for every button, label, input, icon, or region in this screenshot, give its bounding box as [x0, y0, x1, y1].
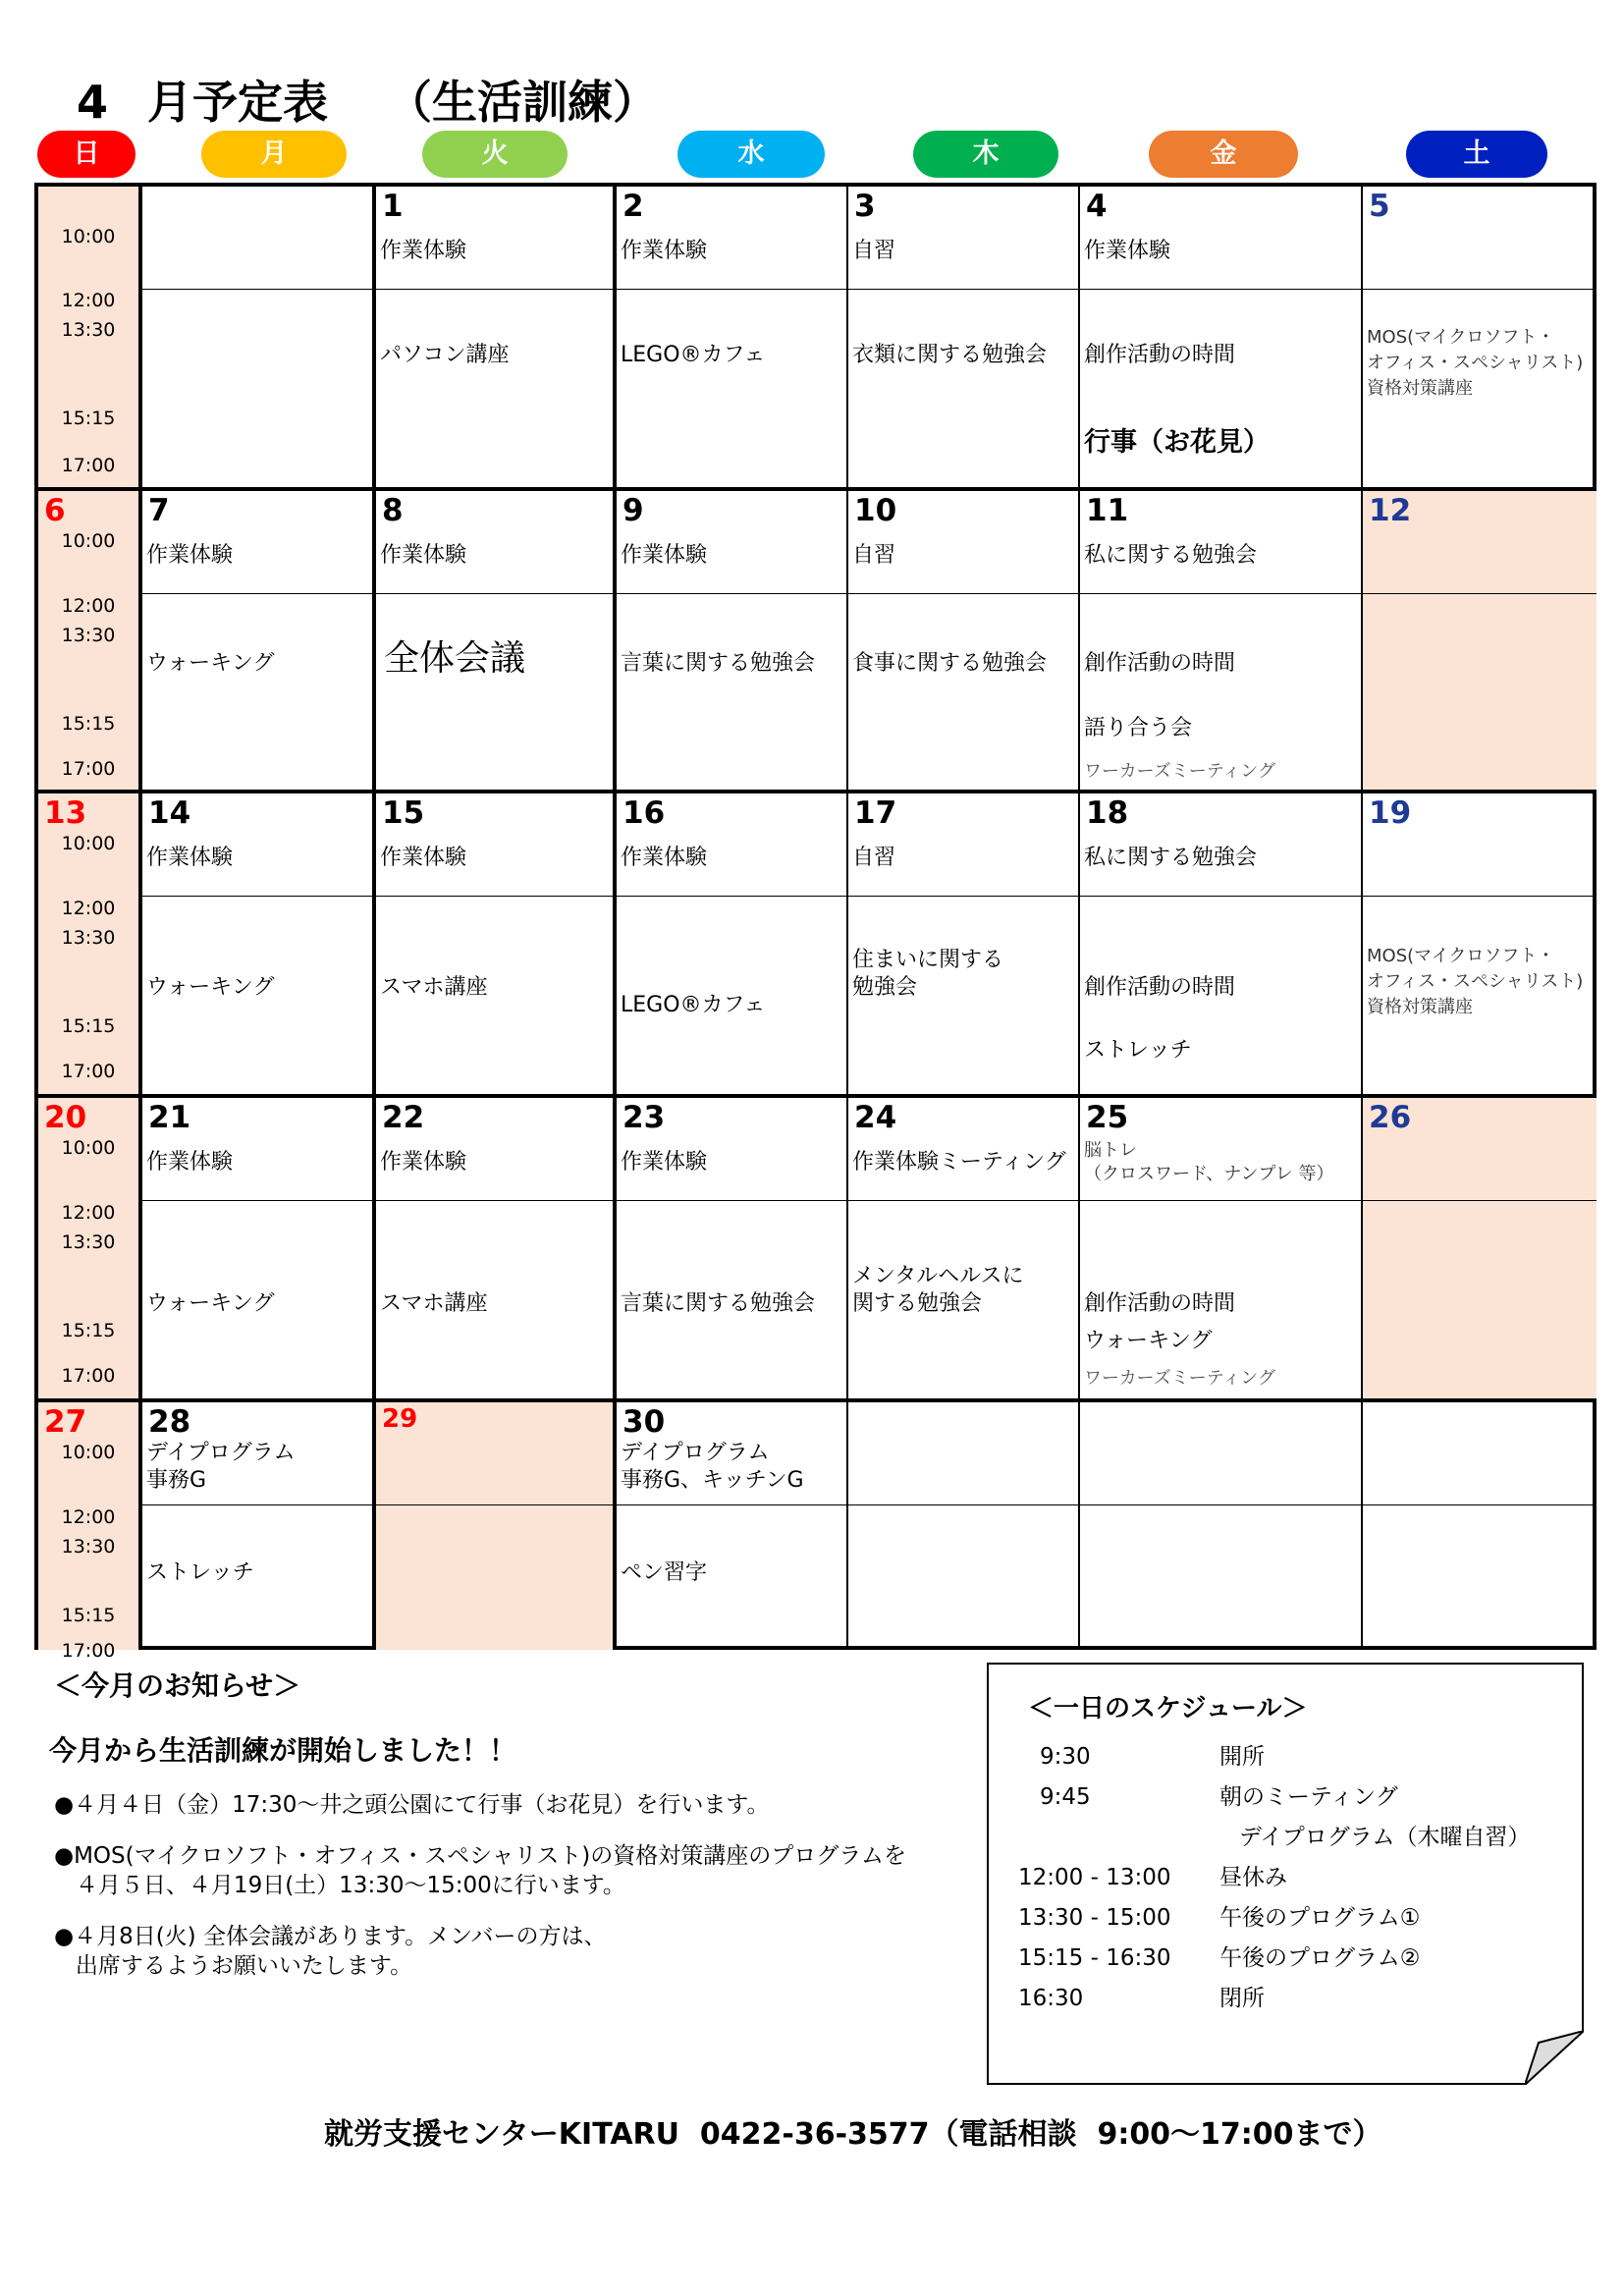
event-pm: 言葉に関する勉強会: [621, 651, 816, 676]
time-label: 15:15: [61, 1015, 116, 1037]
am-pm-divider: [142, 1504, 372, 1505]
day-cell: [1080, 187, 1363, 491]
date-number: 1: [382, 189, 404, 224]
day-cell: [1363, 1098, 1597, 1402]
schedule-time: 9:30: [1040, 1744, 1091, 1770]
am-pm-divider: [1080, 1504, 1361, 1505]
am-pm-divider: [142, 896, 372, 897]
weekday-pill: 火: [422, 131, 568, 178]
event-pm: ストレッチ: [146, 1560, 254, 1585]
day-cell: [848, 793, 1080, 1098]
am-pm-divider: [848, 1200, 1078, 1201]
sunday-date-number: 20: [44, 1100, 87, 1135]
day-cell: [142, 1402, 376, 1650]
time-label: 15:15: [61, 713, 116, 735]
sunday-date-number: 13: [44, 795, 87, 831]
day-cell: [1080, 1098, 1363, 1402]
event-pm: ウォーキング: [146, 1291, 275, 1316]
event-am: 脳トレ: [1084, 1140, 1137, 1161]
schedule-label: 午後のプログラム②: [1219, 1945, 1421, 1971]
sunday-time-cell: [38, 793, 142, 1098]
date-number: 23: [623, 1100, 666, 1135]
event-pm: 資格対策講座: [1367, 997, 1473, 1017]
event-am: デイプログラム: [621, 1441, 770, 1465]
schedule-label: 午後のプログラム①: [1219, 1905, 1421, 1931]
sunday-time-cell: [38, 187, 142, 491]
event-pm: スマホ講座: [380, 1291, 488, 1316]
calendar-grid: [34, 183, 1597, 1662]
date-number: 11: [1086, 493, 1129, 528]
event-am: 事務G、キッチンG: [621, 1468, 804, 1493]
event-am: 作業体験: [621, 543, 708, 568]
schedule-row: [989, 1979, 1582, 2019]
day-cell: [848, 1098, 1080, 1402]
event-am: 自習: [852, 543, 896, 568]
am-pm-divider: [142, 289, 372, 290]
event-pm: オフィス・スペシャリスト): [1367, 971, 1584, 992]
day-cell: [1080, 491, 1363, 793]
event-am: 作業体験: [621, 239, 708, 263]
time-label: 10:00: [61, 1442, 116, 1463]
am-pm-divider: [848, 593, 1078, 594]
event-am: 作業体験: [146, 846, 234, 870]
time-label: 15:15: [61, 408, 116, 429]
am-pm-divider: [617, 1504, 846, 1505]
event-am: 作業体験ミーティング: [852, 1150, 1066, 1175]
event-pm: 食事に関する勉強会: [852, 651, 1048, 676]
time-label: 12:00: [61, 1202, 116, 1224]
event-am: 作業体験: [380, 846, 467, 870]
day-cell: [848, 1402, 1080, 1650]
am-pm-divider: [1363, 1200, 1597, 1201]
event-pm: 創作活動の時間: [1084, 975, 1236, 1000]
am-pm-divider: [617, 289, 846, 290]
time-label: 12:00: [61, 595, 116, 617]
time-label: 13:30: [61, 319, 116, 341]
sunday-time-cell: [38, 491, 142, 793]
date-number: 29: [382, 1404, 418, 1434]
date-number: 5: [1369, 189, 1390, 224]
time-label: 13:30: [61, 927, 116, 949]
event-pm: ウォーキング: [146, 651, 275, 676]
title-text: 月予定表: [147, 76, 329, 129]
event-pm: 住まいに関する: [852, 948, 1004, 972]
am-pm-divider: [376, 1200, 613, 1201]
weekday-pill: 水: [677, 131, 825, 178]
date-number: 12: [1369, 493, 1412, 528]
date-number: 14: [148, 795, 191, 831]
date-number: 8: [382, 493, 404, 528]
date-number: 7: [148, 493, 170, 528]
notice-heading: ＜今月のお知らせ＞: [54, 1669, 301, 1702]
day-cell: [617, 1098, 848, 1402]
schedule-time: 13:30 - 15:00: [1018, 1905, 1171, 1931]
date-number: 3: [854, 189, 876, 224]
schedule-row: [989, 1939, 1582, 1979]
am-pm-divider: [617, 593, 846, 594]
day-cell: [376, 1098, 617, 1402]
am-pm-divider: [376, 593, 613, 594]
date-number: 21: [148, 1100, 191, 1135]
event-pm: MOS(マイクロソフト・: [1367, 946, 1555, 966]
day-cell: [142, 793, 376, 1098]
schedule-time: 9:45: [1040, 1784, 1091, 1810]
am-pm-divider: [1080, 896, 1361, 897]
sunday-time-cell: [38, 1402, 142, 1662]
event-pm: 創作活動の時間: [1084, 651, 1236, 676]
notice-item: ●MOS(マイクロソフト・オフィス・スペシャリスト)の資格対策講座のプログラムを ４月５日、４月19日(土）13:30～15:00に行います。: [54, 1843, 906, 1898]
schedule-heading: ＜一日のスケジュール＞: [1028, 1694, 1308, 1723]
date-number: 30: [623, 1404, 666, 1440]
time-label: 13:30: [61, 1536, 116, 1558]
day-cell: [1363, 491, 1597, 793]
date-number: 26: [1369, 1100, 1412, 1135]
footer-contact: 就労支援センターKITARU 0422-36-3577（電話相談 9:00～17:00まで）: [324, 2117, 1382, 2152]
date-number: 25: [1086, 1100, 1129, 1135]
notice-section: [49, 1665, 938, 1981]
sunday-date-number: 27: [44, 1404, 87, 1440]
event-am: 作業体験: [380, 1150, 467, 1175]
date-number: 17: [854, 795, 897, 831]
schedule-row: [989, 1818, 1582, 1858]
am-pm-divider: [1080, 1200, 1361, 1201]
time-label: 13:30: [61, 625, 116, 646]
schedule-label: 昼休み: [1219, 1865, 1287, 1890]
day-cell: [142, 1098, 376, 1402]
am-pm-divider: [1363, 593, 1597, 594]
day-cell: [1363, 1402, 1597, 1650]
am-pm-divider: [376, 1504, 613, 1505]
schedule-row: [989, 1898, 1582, 1939]
am-pm-divider: [848, 289, 1078, 290]
schedule-label: デイプログラム（木曜自習）: [1239, 1825, 1531, 1850]
day-cell: [848, 491, 1080, 793]
event-note: ワーカーズミーティング: [1084, 1368, 1275, 1389]
date-number: 16: [623, 795, 666, 831]
day-cell: [142, 491, 376, 793]
event-pm: オフィス・スペシャリスト): [1367, 353, 1584, 373]
event-pm-second: ウォーキング: [1084, 1329, 1213, 1353]
event-am: 作業体験: [380, 543, 467, 568]
event-am: 自習: [852, 239, 896, 263]
time-label: 10:00: [61, 833, 116, 854]
time-label: 15:15: [61, 1320, 116, 1341]
time-label: 12:00: [61, 1506, 116, 1528]
day-cell: [376, 793, 617, 1098]
event-pm: 資格対策講座: [1367, 378, 1473, 399]
day-cell: [376, 491, 617, 793]
day-cell: [376, 1402, 617, 1650]
page-fold-icon: [1525, 2031, 1584, 2085]
date-number: 19: [1369, 795, 1412, 831]
event-am: 事務G: [146, 1468, 207, 1493]
am-pm-divider: [617, 1200, 846, 1201]
time-label: 17:00: [61, 758, 116, 780]
day-cell: [1080, 793, 1363, 1098]
event-am: 作業体験: [146, 543, 234, 568]
day-cell: [848, 187, 1080, 491]
am-pm-divider: [1080, 289, 1361, 290]
am-pm-divider: [376, 289, 613, 290]
month-number: 4: [77, 76, 109, 129]
day-cell: [1363, 187, 1597, 491]
event-am: 作業体験: [621, 1150, 708, 1175]
date-number: 24: [854, 1100, 897, 1135]
title-subtitle: （生活訓練）: [387, 76, 659, 129]
event-pm: ウォーキング: [146, 975, 275, 1000]
time-label: 10:00: [61, 1137, 116, 1159]
am-pm-divider: [848, 1504, 1078, 1505]
day-cell: [142, 187, 376, 491]
event-pm: LEGO®カフェ: [621, 993, 766, 1017]
time-label: 17:00: [61, 455, 116, 476]
date-number: 28: [148, 1404, 191, 1440]
event-pm: 創作活動の時間: [1084, 343, 1236, 367]
schedule-row: [989, 1737, 1582, 1777]
weekday-pill: 日: [37, 131, 135, 178]
event-note: ワーカーズミーティング: [1084, 761, 1275, 782]
sunday-time-cell: [38, 1098, 142, 1402]
notice-item: ●４月４日（金）17:30～井之頭公園にて行事（お花見）を行います。: [54, 1792, 770, 1818]
weekday-pill: 土: [1406, 131, 1547, 178]
event-pm: パソコン講座: [380, 343, 510, 367]
am-pm-divider: [376, 896, 613, 897]
time-label: 17:00: [61, 1061, 116, 1082]
am-pm-divider: [142, 593, 372, 594]
event-pm: 関する勉強会: [852, 1291, 983, 1316]
event-pm-second: 語り合う会: [1084, 716, 1193, 740]
date-number: 4: [1086, 189, 1108, 224]
sunday-date-number: 6: [44, 493, 66, 528]
time-label: 10:00: [61, 226, 116, 247]
date-number: 9: [623, 493, 644, 528]
event-pm-second: ストレッチ: [1084, 1038, 1192, 1063]
date-number: 22: [382, 1100, 425, 1135]
event-am: 自習: [852, 846, 896, 870]
day-cell: [617, 1402, 848, 1650]
event-am: 作業体験: [621, 846, 708, 870]
time-label: 17:00: [61, 1640, 116, 1662]
event-am: デイプログラム: [146, 1441, 296, 1465]
event-special: 行事（お花見）: [1084, 427, 1270, 458]
notice-item: ●４月8日(火) 全体会議があります。メンバーの方は、 出席するようお願いいたします。: [54, 1924, 607, 1979]
event-pm: 勉強会: [852, 975, 918, 1000]
date-number: 18: [1086, 795, 1129, 831]
day-cell: [617, 491, 848, 793]
am-pm-divider: [1080, 593, 1361, 594]
schedule-label: 朝のミーティング: [1219, 1784, 1398, 1810]
event-pm: スマホ講座: [380, 975, 488, 1000]
schedule-row: [989, 1777, 1582, 1818]
am-pm-divider: [1363, 289, 1597, 290]
date-number: 10: [854, 493, 897, 528]
date-number: 2: [623, 189, 644, 224]
time-label: 10:00: [61, 530, 116, 552]
time-label: 15:15: [61, 1605, 116, 1626]
time-label: 12:00: [61, 290, 116, 311]
event-am: 作業体験: [1084, 239, 1171, 263]
schedule-label: 開所: [1219, 1744, 1265, 1770]
event-am: 私に関する勉強会: [1084, 846, 1258, 870]
event-am: 作業体験: [146, 1150, 234, 1175]
schedule-time: 15:15 - 16:30: [1018, 1945, 1171, 1971]
am-pm-divider: [1363, 1504, 1597, 1505]
page-title: [77, 67, 658, 132]
am-pm-divider: [1363, 896, 1597, 897]
weekday-pill: 月: [201, 131, 347, 178]
am-pm-divider: [142, 1200, 372, 1201]
am-pm-divider: [848, 896, 1078, 897]
time-label: 12:00: [61, 898, 116, 919]
day-cell: [376, 187, 617, 491]
schedule-time: 12:00 - 13:00: [1018, 1865, 1171, 1890]
event-pm: 創作活動の時間: [1084, 1291, 1236, 1316]
weekday-pill: 木: [913, 131, 1058, 178]
event-pm-headline: 全体会議: [384, 638, 526, 679]
day-cell: [1363, 793, 1597, 1098]
am-pm-divider: [617, 896, 846, 897]
event-am: （クロスワード、ナンプレ 等）: [1084, 1164, 1334, 1184]
daily-schedule-box: [987, 1663, 1584, 2085]
schedule-row: [989, 1858, 1582, 1898]
schedule-time: 16:30: [1018, 1986, 1084, 2011]
time-label: 17:00: [61, 1365, 116, 1387]
event-pm: メンタルヘルスに: [852, 1264, 1024, 1288]
event-pm: ペン習字: [621, 1560, 708, 1585]
time-label: 13:30: [61, 1231, 116, 1253]
schedule-label: 閉所: [1219, 1986, 1265, 2011]
event-pm: 衣類に関する勉強会: [852, 343, 1048, 367]
event-pm: LEGO®カフェ: [621, 343, 766, 367]
weekday-pill: 金: [1149, 131, 1298, 178]
event-pm: 言葉に関する勉強会: [621, 1291, 816, 1316]
event-am: 私に関する勉強会: [1084, 543, 1258, 568]
event-am: 作業体験: [380, 239, 467, 263]
day-cell: [617, 187, 848, 491]
event-pm: MOS(マイクロソフト・: [1367, 327, 1555, 348]
day-cell: [1080, 1402, 1363, 1650]
date-number: 15: [382, 795, 425, 831]
day-cell: [617, 793, 848, 1098]
notice-lead: 今月から生活訓練が開始しました！！: [49, 1734, 517, 1767]
